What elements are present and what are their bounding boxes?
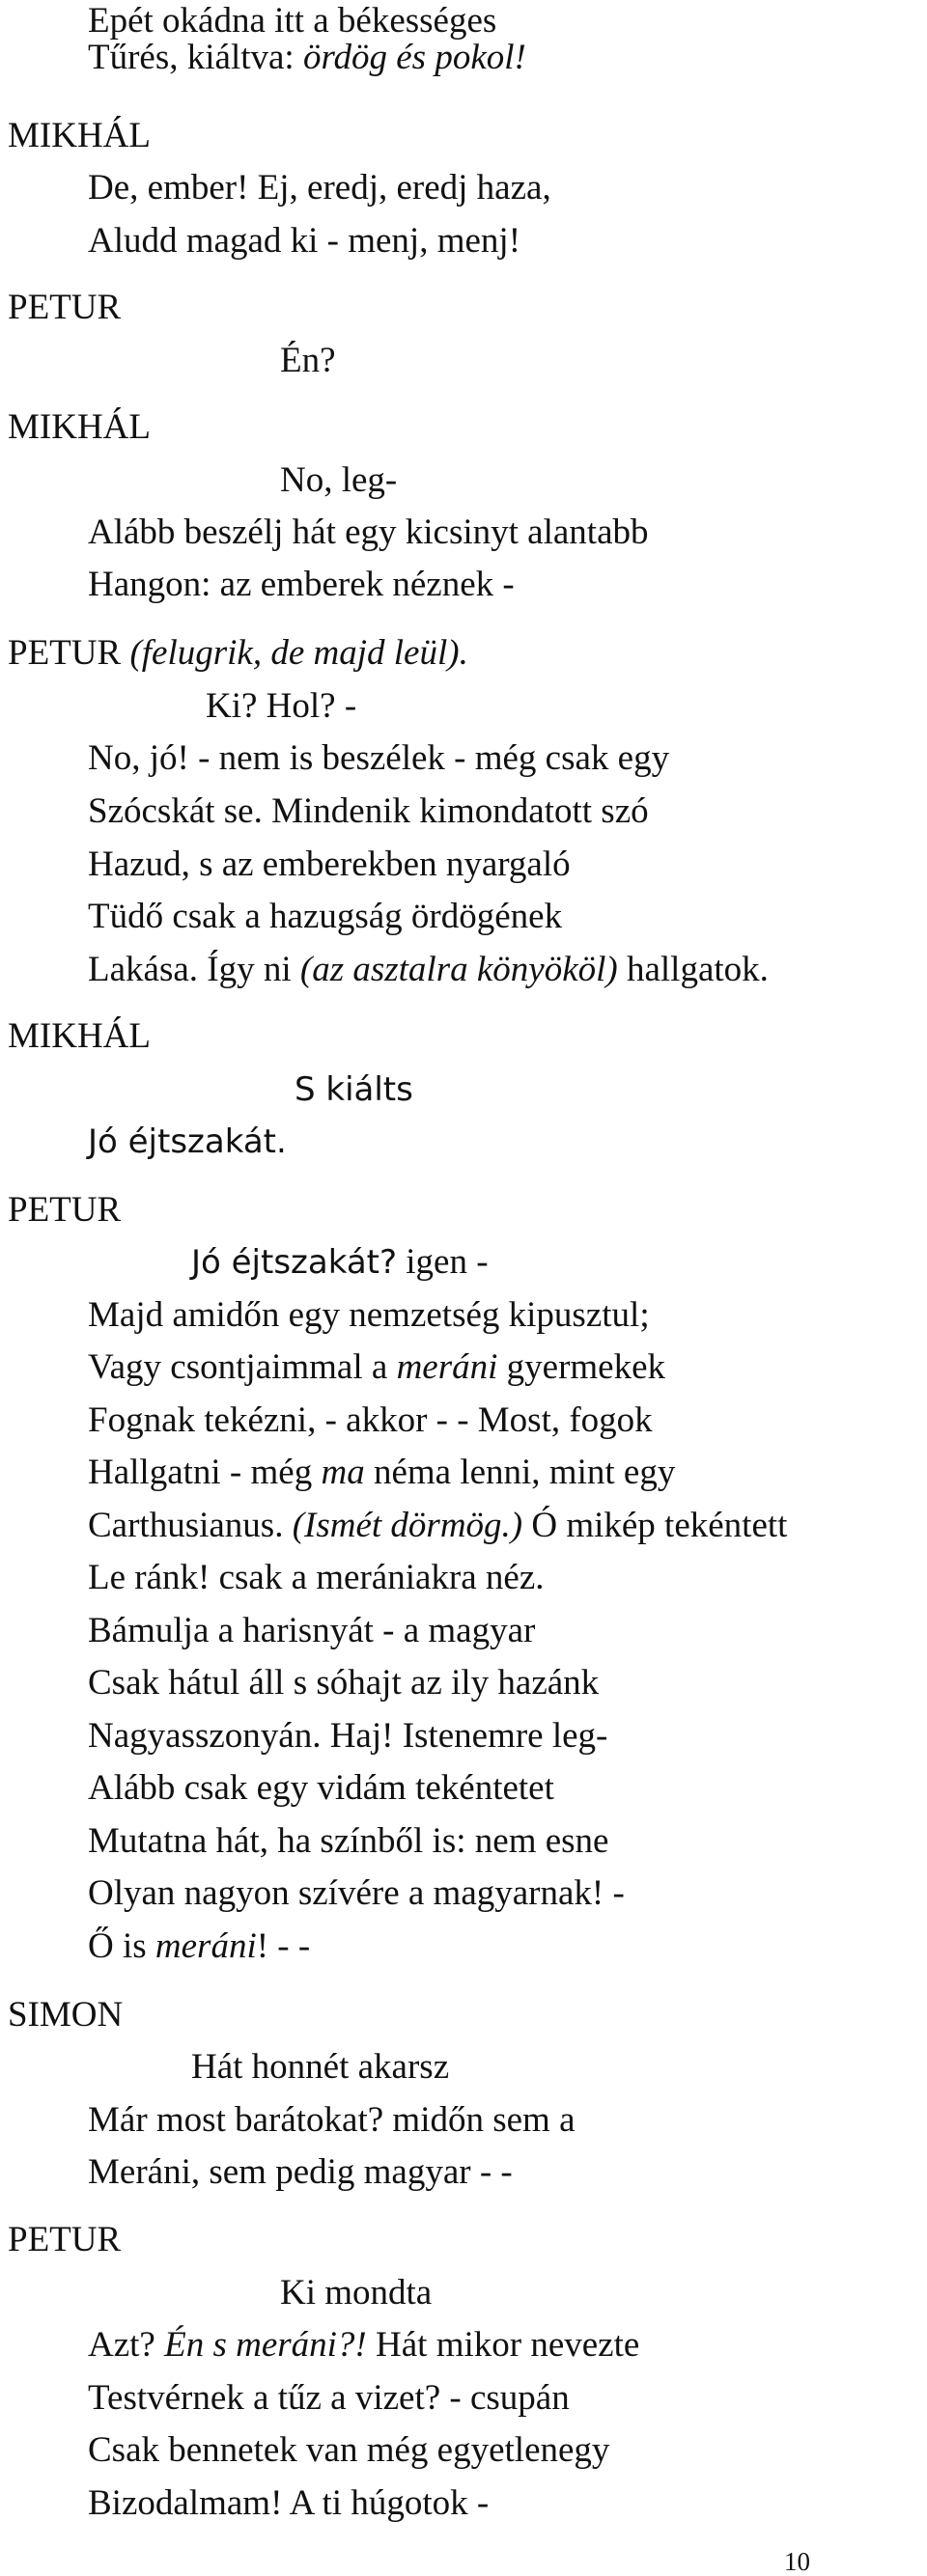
text-span: Bizodalmam! A ti húgotok - [88, 2483, 490, 2523]
verse-line [88, 1505, 787, 1547]
verse-line [88, 2429, 609, 2472]
stage-direction: ma [321, 1453, 365, 1492]
speaker-name [8, 287, 121, 329]
text-span: Hát mikor nevezte [366, 2325, 640, 2365]
stage-direction: (felugrik, de majd leül). [129, 633, 468, 673]
text-span: Hangon: az emberek néznek - [88, 565, 515, 604]
text-span: Jó éjtszakát. [88, 1122, 287, 1161]
text-span: Én? [280, 341, 336, 380]
text-span: ! - - [256, 1926, 311, 1966]
text-span: Carthusianus. [88, 1506, 293, 1545]
text-span: Hallgatni - még [88, 1453, 322, 1492]
verse-line [88, 512, 649, 554]
text-span: Alább beszélj hát egy kicsinyt alantabb [88, 512, 649, 552]
verse-line [280, 2272, 432, 2314]
text-span: igen - [397, 1242, 489, 1282]
text-span: Jó éjtszakát? [191, 1243, 398, 1282]
text-span: Fognak tekézni, - akkor - - Most, fogok [88, 1400, 653, 1440]
text-span: MIKHÁL [8, 407, 151, 447]
text-span: PETUR [8, 1190, 122, 1230]
text-span: PETUR [8, 288, 122, 327]
verse-line [88, 37, 526, 79]
verse-line [88, 1662, 599, 1704]
verse-line [280, 340, 336, 382]
stage-direction: ördög és pokol! [302, 38, 526, 77]
verse-line [88, 2482, 489, 2525]
verse-line [88, 1399, 653, 1442]
speaker-name [8, 2219, 121, 2261]
verse-line [88, 1121, 287, 1163]
verse-line [88, 1872, 625, 1915]
verse-line [88, 564, 515, 606]
verse-line [88, 1767, 554, 1810]
text-span: Olyan nagyon szívére a magyarnak! - [88, 1873, 625, 1913]
text-span: MIKHÁL [8, 1016, 151, 1056]
verse-line [88, 220, 520, 263]
text-span: PETUR [8, 2220, 122, 2259]
text-span: SIMON [8, 1995, 124, 2035]
text-span: PETUR [8, 633, 130, 673]
text-span: Testvérnek a tűz a vizet? - csupán [88, 2378, 570, 2418]
text-span: Csak hátul áll s sóhajt az ily hazánk [88, 1663, 600, 1703]
speaker-name [8, 406, 151, 449]
text-span: Mutatna hát, ha színből is: nem esne [88, 1821, 609, 1861]
text-span: Alább csak egy vidám tekéntetet [88, 1768, 554, 1808]
verse-line [88, 2324, 639, 2367]
speaker-name [8, 115, 151, 157]
text-span: Nagyasszonyán. Haj! Istenemre leg- [88, 1716, 608, 1756]
verse-line [88, 2099, 576, 2142]
speaker-name [8, 1015, 151, 1058]
text-span: Ó mikép tekéntett [522, 1506, 788, 1545]
verse-line [88, 2377, 570, 2420]
text-span: Csak bennetek van még egyetlenegy [88, 2430, 610, 2470]
verse-line [88, 844, 571, 886]
verse-line [191, 1241, 489, 1284]
text-span: Ki mondta [280, 2273, 433, 2313]
verse-line [88, 737, 669, 780]
verse-line [88, 1452, 675, 1494]
verse-line [88, 2151, 513, 2194]
speaker-name [8, 1994, 123, 2036]
stage-direction: Én s meráni?! [164, 2325, 367, 2365]
verse-line [88, 1346, 665, 1389]
text-span: MIKHÁL [8, 116, 151, 155]
stage-direction: (az asztalra könyököl) [299, 950, 618, 989]
verse-line [88, 1610, 535, 1652]
text-span: Ki? Hol? - [206, 686, 357, 726]
verse-line [88, 949, 769, 991]
text-span: Tűrés, kiáltva: [88, 38, 303, 77]
verse-line [191, 2046, 449, 2089]
text-span: Meráni, sem pedig magyar - - [88, 2152, 513, 2192]
verse-line [88, 1557, 545, 1599]
page-number: 10 [784, 2547, 810, 2576]
text-span: Hát honnét akarsz [191, 2047, 450, 2087]
text-span: Aludd magad ki - menj, menj! [88, 221, 521, 261]
verse-line [88, 1715, 607, 1758]
stage-direction: (Ismét dörmög.) [292, 1506, 523, 1545]
text-span: Szócskát se. Mindenik kimondatott szó [88, 791, 649, 831]
speaker-name [8, 1189, 121, 1232]
text-span: hallgatok. [617, 950, 769, 989]
text-span: gyermekek [497, 1347, 666, 1387]
text-span: Vagy csontjaimmal a [88, 1347, 397, 1387]
text-span: Azt? [88, 2325, 165, 2365]
text-span: Le ránk! csak a merániakra néz. [88, 1558, 545, 1597]
text-span: No, leg- [280, 460, 398, 500]
text-span: Epét okádna itt a békességes [88, 1, 497, 41]
verse-line [88, 1820, 608, 1863]
verse-line [88, 1294, 650, 1337]
verse-line [88, 896, 562, 938]
text-span: Már most barátokat? midőn sem a [88, 2100, 576, 2140]
stage-direction: meráni [154, 1926, 257, 1966]
text-span: Hazud, s az emberekben nyargaló [88, 845, 571, 884]
verse-line [88, 790, 649, 833]
text-span: Bámulja a harisnyát - a magyar [88, 1611, 536, 1650]
verse-line [295, 1068, 413, 1111]
verse-line [88, 1925, 310, 1968]
verse-line [280, 459, 397, 502]
text-span: De, ember! Ej, eredj, eredj haza, [88, 168, 551, 208]
text-span: Lakása. Így ni [88, 950, 300, 989]
verse-line [88, 167, 551, 209]
text-span: Tüdő csak a hazugság ördögének [88, 897, 563, 936]
text-span: Majd amidőn egy nemzetség kipusztul; [88, 1295, 650, 1335]
verse-line [206, 685, 356, 728]
text-span: néma lenni, mint egy [364, 1453, 676, 1492]
text-span: Ő is [88, 1926, 155, 1966]
stage-direction: meráni [396, 1347, 498, 1387]
speaker-name [8, 632, 468, 675]
text-span: No, jó! - nem is beszélek - még csak egy [88, 738, 670, 778]
text-span: S kiálts [295, 1070, 413, 1109]
